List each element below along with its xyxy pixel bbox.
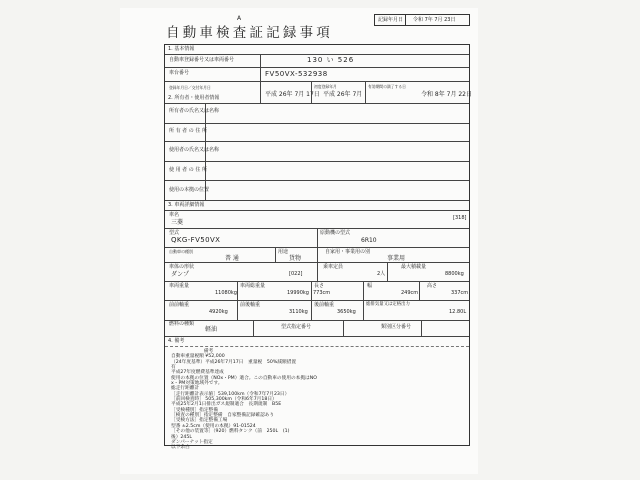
expiry-value: 令和 8年 7月 22日 xyxy=(421,91,472,98)
corner-mark: A xyxy=(237,15,242,22)
front-front-axle-label: 前前軸重 xyxy=(169,302,190,308)
document-sheet xyxy=(120,8,478,474)
expiry-label: 有効期間の満了する日 xyxy=(368,84,406,89)
first-year-value: 平成 26年 7月 xyxy=(323,91,363,98)
base-location-label: 使用の本拠の位置 xyxy=(169,187,210,193)
max-load-value: 8800kg xyxy=(445,271,464,277)
fuel-type-label: 燃料の種類 xyxy=(169,321,195,327)
issue-date-value: 令和 7年 7月 23日 xyxy=(413,17,456,23)
remarks-line: ［走行距離計表示値］539,100km（令和7年7月23日） xyxy=(171,391,290,397)
record-frame xyxy=(164,44,472,451)
kind-value: 普 通 xyxy=(225,255,239,262)
width-value: 249cm xyxy=(401,290,419,296)
use-value: 貨物 xyxy=(289,255,302,262)
body-shape-value: ダンプ xyxy=(171,271,190,278)
remarks-line: 自動車重量税額 ¥52,000 xyxy=(171,354,225,360)
registration-label: 自動車登録番号又は車両番号 xyxy=(169,57,235,63)
remarks-line: 後）245L xyxy=(171,434,192,440)
remarks-line: ［その他の装置等］（920）燃料タンク（前 250L (1) xyxy=(171,429,290,435)
owner-address-label: 所 有 者 の 住 所 xyxy=(169,128,207,134)
rear-front-axle-label: 後前軸重 xyxy=(314,302,335,308)
owner-name-label: 所有者の氏名又は名称 xyxy=(169,108,220,114)
gross-weight-label: 車両総重量 xyxy=(240,283,266,289)
section3-heading: 3. 車両詳細情報 xyxy=(168,202,205,208)
section2-heading: 2. 所有者・使用者情報 xyxy=(168,95,220,101)
section1-heading: 1. 基本情報 xyxy=(168,46,195,52)
remarks-line: ［前回検査時］ 505,300km（令和6年7月18日） xyxy=(171,397,277,403)
user-address-label: 使 用 者 の 住 所 xyxy=(169,167,207,173)
model-label: 型式 xyxy=(169,230,180,236)
height-label: 高さ xyxy=(427,283,438,289)
remarks-block xyxy=(171,349,463,451)
maker-value: 三菱 xyxy=(171,219,184,226)
body-shape-label: 車体の形状 xyxy=(169,264,195,270)
remarks-line: 平成27年度燃費基準達成 xyxy=(171,370,224,376)
capacity-label: 乗車定員 xyxy=(323,264,344,270)
body-shape-code: [022] xyxy=(289,271,303,277)
front-rear-axle-label: 前後軸重 xyxy=(240,302,261,308)
model-value: QKG-FV50VX xyxy=(171,236,221,244)
length-label: 長さ xyxy=(314,283,325,289)
issue-date-box xyxy=(374,14,470,26)
first-year-label: 初度登録年月 xyxy=(314,84,337,89)
remarks-line: 平成25年2月1日排出ガス規制適合 長期規制 B5E xyxy=(171,402,282,408)
vehicle-weight-label: 車両重量 xyxy=(169,283,190,289)
rear-front-axle-value: 3650kg xyxy=(337,309,356,315)
remarks-line: （24年度基準）平成26年7月17日 重量税 50%減額措置 xyxy=(171,359,297,365)
displacement-label: 総排気量又は定格出力 xyxy=(366,302,410,307)
maker-code: [318] xyxy=(453,215,467,221)
chassis-label: 車台番号 xyxy=(169,70,190,76)
front-front-axle-value: 4920kg xyxy=(209,309,228,315)
document-title: 自動車検査証記録事項 xyxy=(166,25,333,41)
remarks-line: ［検査の種別］指定整備 自家整備記録確認あり xyxy=(171,413,275,419)
issue-date-label: 記録年月日 xyxy=(378,17,404,23)
height-value: 337cm xyxy=(451,290,469,296)
remarks-line: ［受検種別］指定整備 xyxy=(171,407,218,413)
remarks-line: x・PM対策地域外です。 xyxy=(171,381,223,387)
remarks-line: 使用の本拠の位置（NOx・PM）適合。この自動車の使用の本拠はNO xyxy=(171,375,317,381)
kind-label: 自動車の種別 xyxy=(169,249,193,254)
remarks-line: 以下余白 xyxy=(171,445,190,451)
purpose-label: 自家用・事業用の別 xyxy=(325,249,371,255)
length-value: 773cm xyxy=(313,290,331,296)
section4-heading: 4. 備考 xyxy=(168,338,185,344)
remarks-line: 総走行距離計 xyxy=(171,386,200,392)
first-registration-label: 登録年月日／交付年月日 xyxy=(169,85,211,90)
fuel-type-value: 軽油 xyxy=(205,326,218,333)
displacement-value: 12.80L xyxy=(449,309,467,315)
vehicle-weight-value: 11080kg xyxy=(215,290,237,296)
remarks-line: 有 xyxy=(171,365,176,371)
maker-label: 車名 xyxy=(169,212,180,218)
chassis-value: FV50VX-532938 xyxy=(265,70,328,78)
user-name-label: 使用者の氏名又は名称 xyxy=(169,147,220,153)
registration-value: 130 い 526 xyxy=(307,56,355,64)
max-load-label: 最大積載量 xyxy=(401,264,427,270)
front-rear-axle-value: 3110kg xyxy=(289,309,308,315)
gross-weight-value: 19990kg xyxy=(287,290,309,296)
use-label: 用途 xyxy=(278,249,289,255)
category-number-label: 類別区分番号 xyxy=(381,324,412,330)
type-designation-label: 型式指定番号 xyxy=(281,324,312,330)
first-registration-value: 平成 26年 7月 17日 xyxy=(265,91,320,98)
engine-label: 原動機の型式 xyxy=(320,230,351,236)
remarks-line: 型番 ±2.5cm（使用の本拠）91-01524 xyxy=(171,423,256,429)
purpose-value: 事業用 xyxy=(387,255,406,262)
capacity-value: 2人 xyxy=(377,271,386,277)
remarks-line: 備考 xyxy=(171,349,214,354)
width-label: 幅 xyxy=(367,283,373,289)
engine-value: 6R10 xyxy=(361,237,377,244)
remarks-line: ダンパーナット指定 xyxy=(171,439,213,445)
remarks-line: ［受検方法］指定整備工場 xyxy=(171,418,228,424)
